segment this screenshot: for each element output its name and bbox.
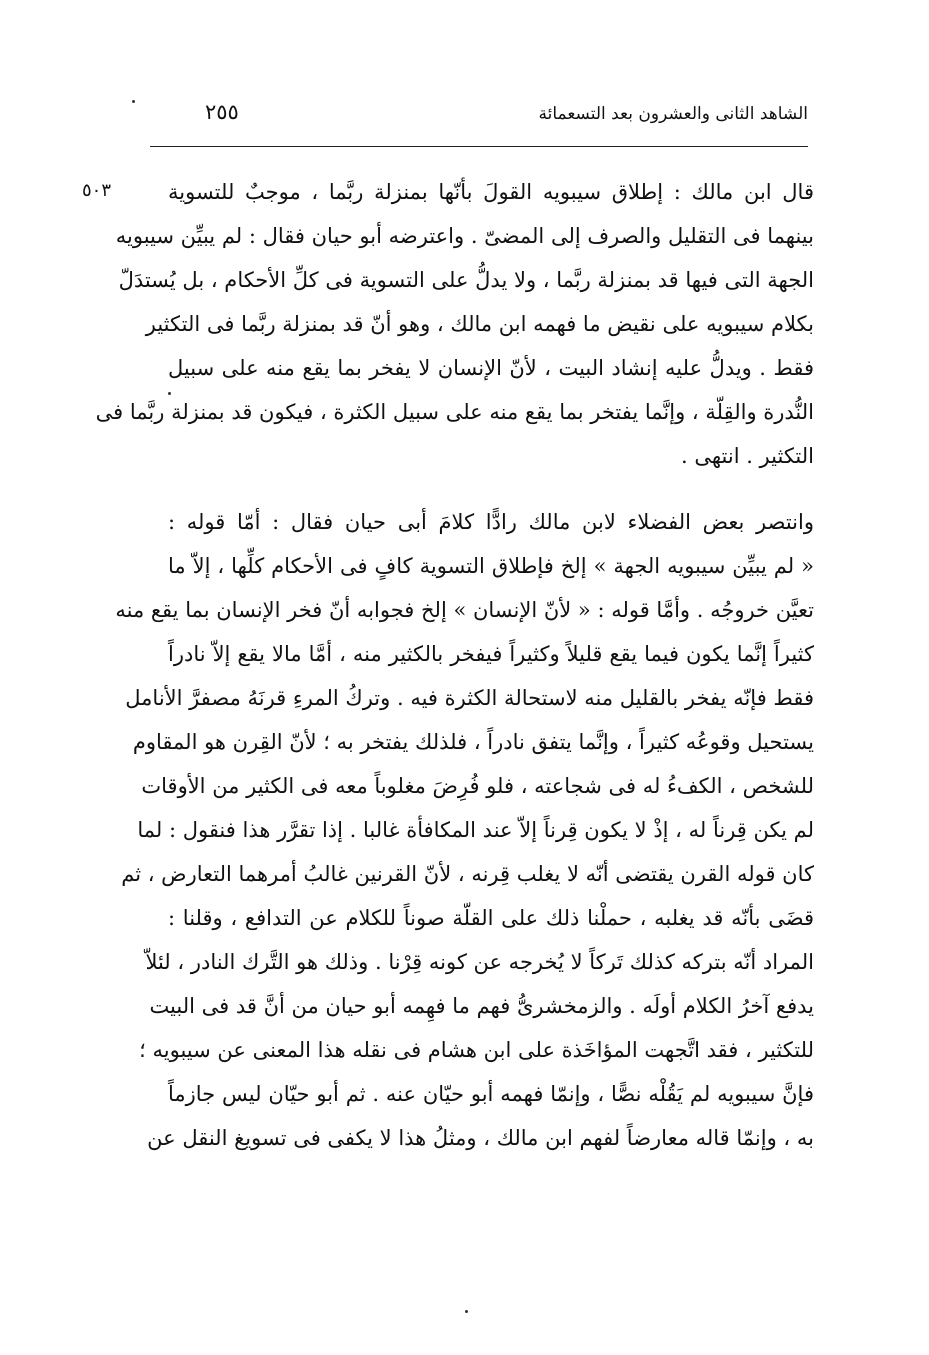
text-line: بينهما فى التقليل والصرف إلى المضىّ . واعترضه أبو حيان فقال : لم يبيِّن سيبويه: [115, 224, 814, 248]
text-line: الجهة التى فيها قد بمنزلة ربَّما ، ولا يدلُّ على التسوية فى كلِّ الأحكام ، بل يُستدَلّ: [118, 268, 814, 292]
text-line: يدفع آخرُ الكلام أولَه . والزمخشرىُّ فهم ما فهِمه أبو حيان من أنَّ قد فى البيت: [149, 994, 814, 1018]
text-line: بكلام سيبويه على نقيض ما فهمه ابن مالك ، وهو أنّ قد بمنزلة ربَّما فى التكثير: [145, 312, 814, 336]
text-line: النُّدرة والقِلّة ، وإنَّما يفتخر بما يقع منه على سبيل الكثرة ، فيكون قد بمنزلة ربَّما فى: [95, 400, 814, 424]
text-line: للتكثير ، فقد اتَّجهت المؤاخَذة على ابن هشام فى نقله هذا المعنى عن سيبويه ؛: [139, 1038, 814, 1062]
text-line: به ، وإنمّا قاله معارضاً لفهم ابن مالك ، ومثلُ هذا لا يكفى فى تسويغ النقل عن: [147, 1126, 814, 1150]
chapter-title: الشاهد الثانى والعشرون بعد التسعمائة: [538, 104, 808, 124]
verse-number: ٥٠٣: [82, 180, 112, 201]
text-line: كثيراً إنَّما يكون فيما يقع قليلاً وكثيراً فيفخر بالكثير منه ، أمَّا مالا يقع إلاّ نادراً: [168, 642, 814, 666]
text-line: وانتصر بعض الفضلاء لابن مالك رادًّا كلامَ أبى حيان فقال : أمّا قوله :: [168, 510, 814, 534]
text-line: للشخص ، الكفءُ له فى شجاعته ، فلو فُرِضَ مغلوباً معه فى الكثير من الأوقات: [141, 774, 814, 798]
text-line: يستحيل وقوعُه كثيراً ، وإنَّما يتفق نادراً ، فلذلك يفتخر به ؛ لأنّ القِرن هو المقاوم: [132, 730, 814, 754]
text-line: فقط . ويدلُّ عليه إنشاد البيت ، لأنّ الإنسان لا يفخر بما يقع منه على سبيل: [168, 356, 814, 380]
page-number: ٢٥٥: [205, 100, 239, 124]
text-line: التكثير . انتهى .: [680, 444, 814, 468]
text-line: قال ابن مالك : إطلاق سيبويه القولَ بأنّها بمنزلة ربَّما ، موجبٌ للتسوية: [168, 180, 814, 204]
scan-speck: [465, 1310, 468, 1313]
header-rule: [150, 146, 808, 147]
scan-speck: [132, 100, 135, 103]
text-line: المراد أنّه بتركه كذلك تَركاً لا يُخرجه عن كونه قِرْنا . وذلك هو التَّرك النادر ، لئلاّ: [145, 950, 814, 974]
text-line: لم يكن قِرناً له ، إذْ لا يكون قِرناً إلاّ عند المكافأة غالبا . إذا تقرَّر هذا فنقول : لما: [137, 818, 814, 842]
text-line: كان قوله القرن يقتضى أنّه لا يغلب قِرنه ، لأنّ القرنين غالبُ أمرهما التعارض ، ثم: [121, 862, 814, 886]
text-line: « لم يبيِّن سيبويه الجهة » إلخ فإطلاق التسوية كافٍ فى الأحكام كلِّها ، إلاّ ما: [168, 554, 814, 578]
running-header: [150, 100, 808, 134]
text-line: فإنَّ سيبويه لم يَقُلْه نصًّا ، وإنمّا فهمه أبو حيّان عنه . ثم أبو حيّان ليس جازماً: [168, 1082, 814, 1106]
text-line: فقط فإنّه يفخر بالقليل منه لاستحالة الكثرة فيه . وتركُ المرءِ قرنَهُ مصفرَّ الأنامل: [125, 686, 814, 710]
paragraph: [115, 500, 814, 1160]
paragraph-gap: [168, 478, 814, 500]
text-line: تعيَّن خروجُه . وأمَّا قوله : « لأنّ الإنسان » إلخ فجوابه أنّ فخر الإنسان بما يقع منه: [115, 598, 814, 622]
text-line: قضَى بأنّه قد يغلبه ، حملْنا ذلك على القلّة صوناً للكلام عن التدافع ، وقلنا :: [168, 906, 814, 930]
